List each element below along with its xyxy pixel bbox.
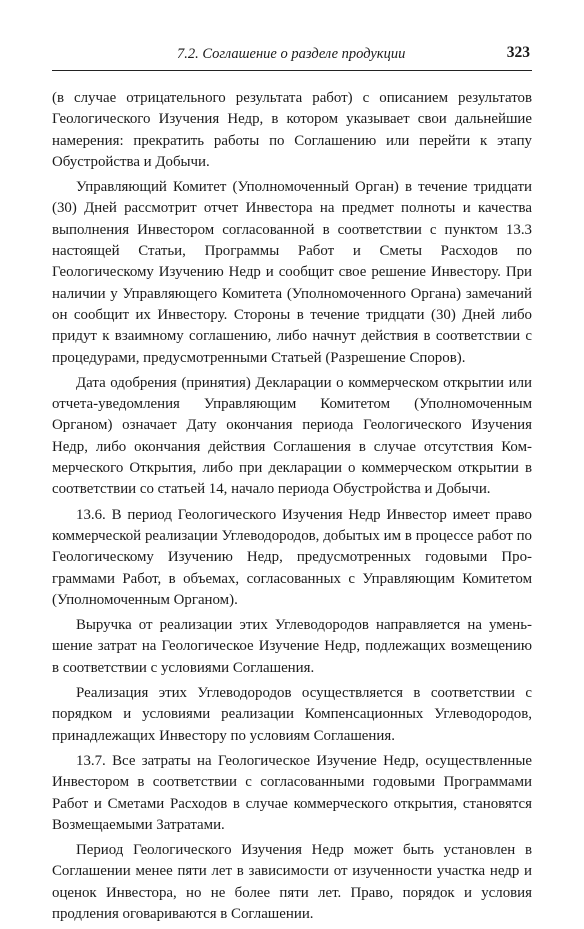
page-number: 323 [506,44,530,61]
running-title: 7.2. Соглашение о разделе продукции [177,46,406,62]
paragraph: Дата одобрения (принятия) Декларации о коммерческом открытии или отчета-уведомления Управляющим Комитетом (Уполномоченным Органом) означает Дату окончания периода Геологического Изучения Недр, либо окончания действия Соглашения в случае отсутствия Коммерческого Открытия, либо при декларации о коммерческом открытии в соответствии со статьей 14, начало периода Обустройства и Добычи. [52,374,532,498]
paragraph: Реализация этих Углеводородов осуществляется в соответствии с порядком и условиями реализации Компенсационных Углеводородов, принадлежащих Инвестору по условиям Соглашения. [52,685,532,744]
book-page [52,0,532,922]
paragraph: Управляющий Комитет (Уполномоченный Орган) в течение тридцати (30) Дней рассмотрит отчет Инвестора на предмет полноты и качества выполнения Инвестором согласованной в соответствии с пунктом 13.3 настоящей Статьи, Программы Работ и Сметы Расходов по Геологическому Изучению Недр и сообщит свое решение Инвестору. При наличии у Управляющего Комитета (Уполномоченного Органа) замечаний он сообщит их Инвестору. Стороны в течение тридцати (30) Дней либо придут к взаимному соглашению, либо начнут действия в соответствии с процедурами, предусмотренными Статьей (Разрешение Споров). [52,179,532,366]
paragraph-continuation: (в случае отрицательного результата работ) с описанием результатов Геологического Изучения Недр, в котором указывает свои дальнейшие намерения: прекратить работы по Соглашению или перейти к этапу Обустройства и Добычи. [52,90,532,170]
paragraph: Период Геологического Изучения Недр может быть установлен в Соглашении менее пяти лет в зависимости от изученности участка недр и оценок Инвестора, но не более пяти лет. Право, порядок и условия продления оговариваются в Соглашении. [52,842,532,922]
body-text [52,88,532,929]
paragraph-clause-13-6: 13.6. В период Геологического Изучения Недр Инвестор имеет право коммерческой реализации Углеводородов, добытых им в процессе работ по Геологическому Изучению Недр, предусмотренных годовыми Программами Работ, в объемах, согласованных с Управляющим Комитетом (Уполномоченным Органом). [52,506,532,608]
header-rule [52,70,532,71]
running-header [52,44,532,66]
paragraph: Выручка от реализации этих Углеводородов направляется на уменьшение затрат на Геологическое Изучение Недр, подлежащих возмещению в соответствии с условиями Соглашения. [52,617,532,676]
paragraph-clause-13-7: 13.7. Все затраты на Геологическое Изучение Недр, осуществленные Инвестором в соответствии с согласованными годовыми Программами Работ и Сметами Расходов в случае коммерческого открытия, становятся Возмещаемыми Затратами. [52,752,532,833]
